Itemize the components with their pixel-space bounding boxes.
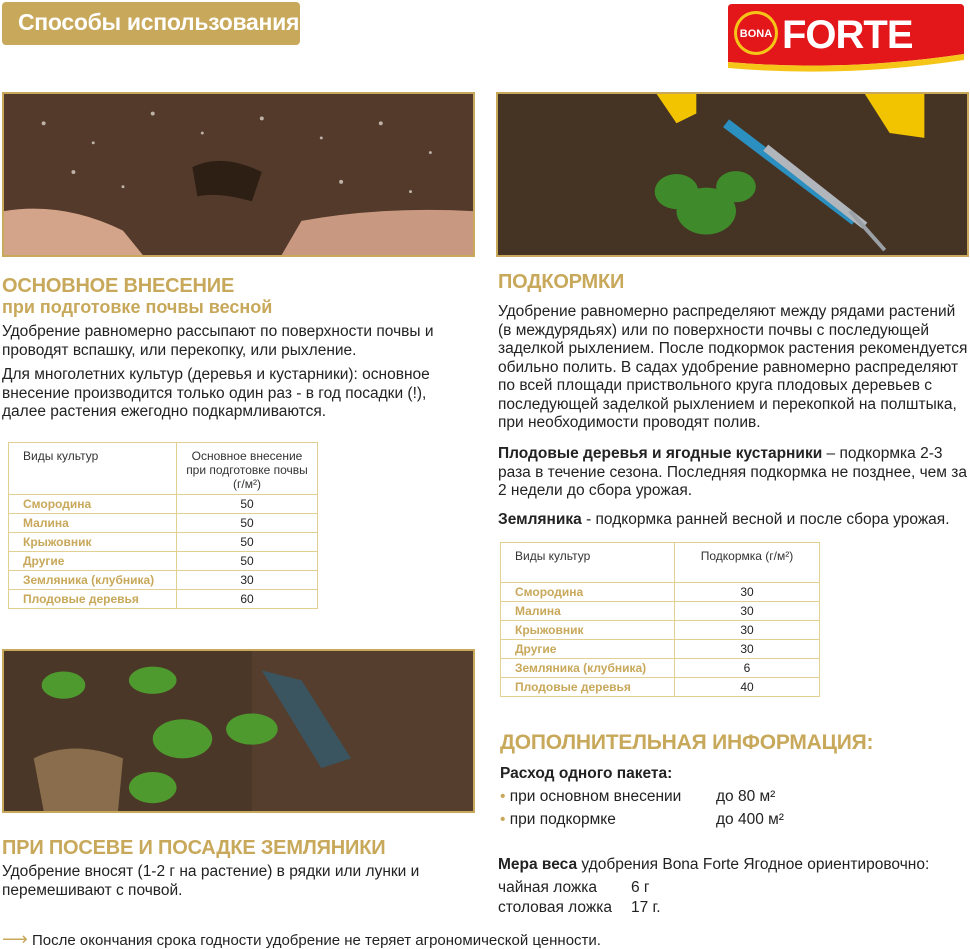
info-measure-value: 17 г. (631, 899, 661, 916)
table-feeding-col2-header: Подкормка (г/м²) (675, 543, 820, 583)
info-usage-value: до 400 м² (716, 811, 784, 828)
section-feeding-p2-bold: Плодовые деревья и ягодные кустарники (498, 445, 823, 462)
page-title: Способы использования (2, 2, 300, 45)
info-measure-value: 6 г (631, 879, 650, 896)
info-measure-bold: Мера веса (498, 856, 578, 873)
arrow-right-icon: ⟶ (2, 929, 28, 949)
logo-small-text: BONA (739, 28, 773, 40)
section-feeding-p2-rest: – подкормка 2-3 раза в течение сезона. Последняя подкормка не позднее, чем за 2 недели до сбора урожая. (498, 445, 967, 499)
table-feeding (500, 542, 820, 697)
info-usage-row-2 (500, 811, 616, 829)
table-row: Малина 50 (9, 514, 318, 533)
info-measure-label: чайная ложка (498, 879, 598, 896)
table-row: Крыжовник 30 (501, 621, 820, 640)
table-row: Другие 50 (9, 552, 318, 571)
table-row: Смородина 30 (501, 583, 820, 602)
info-usage-title: Расход одного пакета: (500, 765, 673, 782)
info-measure-rest: удобрения Bona Forte Ягодное ориентировочно: (577, 856, 930, 873)
footer-text: После окончания срока годности удобрение не теряет агрономической ценности. (31, 932, 601, 949)
table-row: Смородина 50 (9, 495, 318, 514)
section-feeding-p3-rest: - подкормка ранней весной и после сбора урожая. (581, 511, 950, 528)
photo-soil-hands (2, 92, 475, 257)
section-feeding-title: ПОДКОРМКИ (498, 271, 625, 293)
section-main-subtitle: при подготовке почвы весной (2, 297, 273, 317)
table-row: Земляника (клубника) 6 (501, 659, 820, 678)
info-usage-label: при подкормке (509, 811, 616, 828)
bullet-icon: • (500, 788, 506, 805)
table-feeding-col1-header: Виды культур (501, 543, 675, 583)
table-main-application (8, 442, 318, 609)
section-main-p1: Удобрение равномерно рассыпают по поверхности почвы и проводят вспашку, или перекопку, или рыхление. (2, 323, 434, 359)
info-measure-label: столовая ложка (498, 899, 612, 916)
table-row: Земляника (клубника) 30 (9, 571, 318, 590)
section-feeding-p3 (498, 511, 968, 530)
section-feeding-p2 (498, 445, 968, 501)
info-title: ДОПОЛНИТЕЛЬНАЯ ИНФОРМАЦИЯ: (500, 731, 874, 754)
footer-note (2, 929, 601, 949)
info-usage-row-1 (500, 788, 681, 806)
table-row: Малина 30 (501, 602, 820, 621)
info-usage-label: при основном внесении (509, 788, 682, 805)
info-measure (498, 856, 929, 874)
table-row: Крыжовник 50 (9, 533, 318, 552)
table-main-col2-header: Основное внесение при подготовке почвы (г/м²) (177, 443, 318, 495)
table-row: Плодовые деревья 40 (501, 678, 820, 697)
section-main-title: ОСНОВНОЕ ВНЕСЕНИЕ (2, 275, 235, 297)
table-main-col1-header: Виды культур (9, 443, 177, 495)
section-planting-p1: Удобрение вносят (1-2 г на растение) в рядки или лунки и перемешивают с почвой. (2, 863, 420, 899)
section-feeding-p1: Удобрение равномерно распределяют между рядами растений (в междурядьях) или по поверхности почвы с последующей заделкой рыхлением. После подкормок растения рекомендуется обильно полить. В садах удобрение равномерно распределяют по всей площади приствольного круга плодовых деревьев с последующей заделкой рыхлением и перекопкой на полштыка, при необходимости проводят полив. (498, 303, 968, 431)
bona-forte-logo (724, 2, 968, 74)
logo-big-text: FORTE (782, 13, 913, 57)
table-row: Плодовые деревья 60 (9, 590, 318, 609)
info-usage-value: до 80 м² (716, 788, 776, 805)
photo-seedlings (2, 649, 475, 813)
section-planting-title: ПРИ ПОСЕВЕ И ПОСАДКЕ ЗЕМЛЯНИКИ (2, 837, 386, 859)
photo-rake-strawberry (496, 92, 969, 257)
table-row: Другие 30 (501, 640, 820, 659)
section-main-p2: Для многолетних культур (деревья и кустарники): основное внесение производится только один раз - в год посадки (!), далее растения ежегодно подкармливаются. (2, 366, 430, 420)
section-feeding-p3-bold: Земляника (498, 511, 582, 528)
bullet-icon: • (500, 811, 506, 828)
